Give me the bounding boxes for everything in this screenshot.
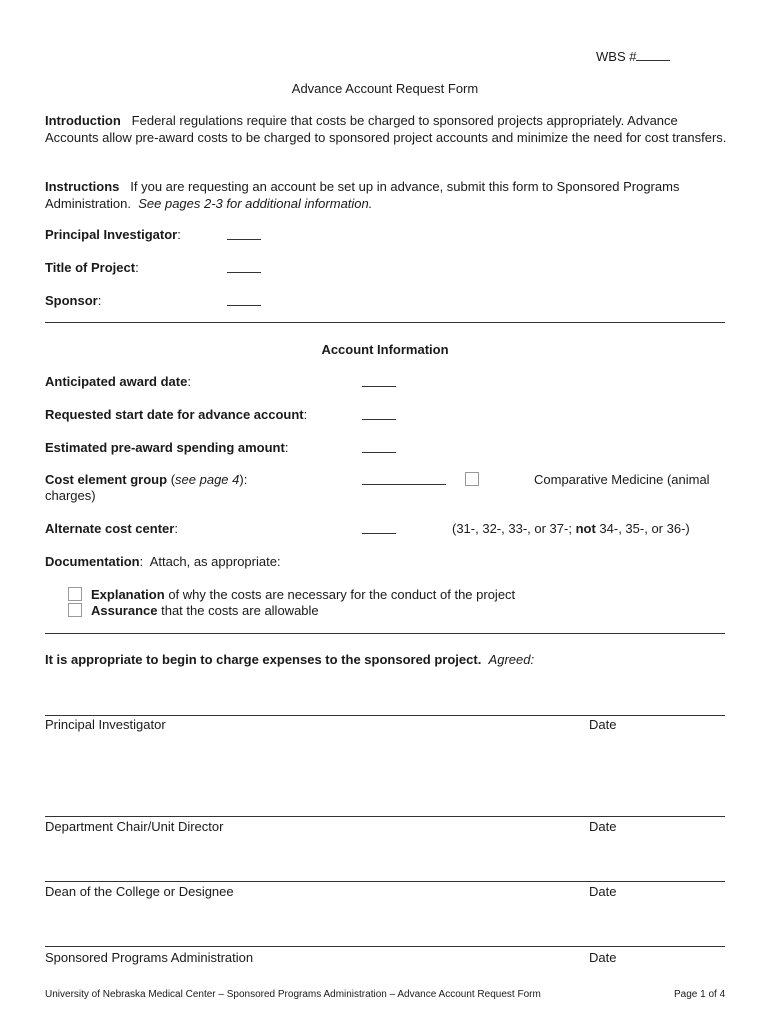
award-date-label: Anticipated award date <box>45 374 188 389</box>
date-label-dean: Date <box>589 884 617 899</box>
explanation-item <box>91 587 515 603</box>
date-label-chair: Date <box>589 819 617 834</box>
signature-label-spa: Sponsored Programs Administration <box>45 950 254 965</box>
agreement-statement <box>45 652 534 668</box>
account-info-heading: Account Information <box>321 342 449 357</box>
spending-field[interactable] <box>362 440 396 457</box>
cost-group-field[interactable] <box>362 472 446 489</box>
cost-group-row: Cost element group (see page 4): <box>45 472 248 487</box>
pi-row: Principal Investigator: <box>45 227 181 242</box>
agreed-label: Agreed: <box>488 652 535 667</box>
spending-row: Estimated pre-award spending amount: <box>45 440 289 455</box>
start-date-label: Requested start date for advance account <box>45 407 304 422</box>
cost-group-cont: charges) <box>45 488 96 503</box>
start-date-field[interactable] <box>362 407 396 424</box>
signature-line-dean[interactable] <box>45 881 725 882</box>
project-title-row: Title of Project: <box>45 260 139 275</box>
project-title-field[interactable] <box>227 260 261 277</box>
sponsor-label: Sponsor <box>45 293 98 308</box>
alt-cost-note-not: not <box>575 521 596 536</box>
signature-line-spa[interactable] <box>45 946 725 947</box>
alt-cost-label: Alternate cost center <box>45 521 175 536</box>
signature-line-chair[interactable] <box>45 816 725 817</box>
assurance-item <box>91 603 319 619</box>
documentation-text: Attach, as appropriate: <box>149 554 281 569</box>
documentation-row: Documentation: Attach, as appropriate: <box>45 554 281 569</box>
pi-field[interactable] <box>227 227 261 244</box>
form-title: Advance Account Request Form <box>291 81 479 96</box>
introduction-paragraph <box>45 113 727 146</box>
agreement-text: It is appropriate to begin to charge expenses to the sponsored project. <box>45 652 482 667</box>
alt-cost-field[interactable] <box>362 521 396 538</box>
wbs-field <box>596 48 670 65</box>
divider <box>45 322 725 323</box>
cost-group-note: see page 4 <box>175 472 240 487</box>
explanation-bold: Explanation <box>91 587 165 602</box>
pi-label: Principal Investigator <box>45 227 178 242</box>
wbs-label: WBS # <box>596 49 637 64</box>
intro-text: Federal regulations require that costs be charged to sponsored projects appropriately. Advance Accounts allow pre-award costs to be charged to sponsored project accounts and minimize the need for cost transfers. <box>45 113 727 145</box>
explanation-checkbox[interactable] <box>68 587 82 601</box>
signature-label-dean: Dean of the College or Designee <box>45 884 234 899</box>
instructions-note: See pages 2-3 for additional information. <box>138 195 373 211</box>
page-number: Page 1 of 4 <box>674 989 726 1000</box>
alt-cost-note <box>452 521 690 537</box>
divider <box>45 633 725 634</box>
documentation-label: Documentation <box>45 554 140 569</box>
alt-cost-note-b: 34-, 35-, or 36-) <box>599 521 690 536</box>
explanation-text: of why the costs are necessary for the conduct of the project <box>168 587 516 602</box>
signature-label-chair: Department Chair/Unit Director <box>45 819 224 834</box>
comparative-medicine-label: Comparative Medicine (animal <box>534 472 710 487</box>
wbs-blank[interactable] <box>636 48 670 61</box>
instructions-paragraph <box>45 179 727 212</box>
sponsor-field[interactable] <box>227 293 261 310</box>
cost-group-label: Cost element group <box>45 472 168 487</box>
award-date-field[interactable] <box>362 374 396 391</box>
award-date-row: Anticipated award date: <box>45 374 191 389</box>
footer-text: University of Nebraska Medical Center – Sponsored Programs Administration – Advance Account Request Form <box>45 989 541 1000</box>
alt-cost-note-a: (31-, 32-, 33-, or 37-; <box>452 521 572 536</box>
date-label-pi: Date <box>589 717 617 732</box>
spending-label: Estimated pre-award spending amount <box>45 440 285 455</box>
assurance-checkbox[interactable] <box>68 603 82 617</box>
alt-cost-row: Alternate cost center: <box>45 521 178 536</box>
instructions-label: Instructions <box>45 179 120 194</box>
signature-label-pi: Principal Investigator <box>45 717 166 732</box>
assurance-bold: Assurance <box>91 603 158 618</box>
project-title-label: Title of Project <box>45 260 136 275</box>
signature-line-pi[interactable] <box>45 715 725 716</box>
assurance-text: that the costs are allowable <box>161 603 319 618</box>
instructions-text: If you are requesting an account be set up in advance, submit this form to Sponsored Programs Administration. <box>45 179 680 211</box>
intro-label: Introduction <box>45 113 121 128</box>
date-label-spa: Date <box>589 950 617 965</box>
comparative-medicine-checkbox[interactable] <box>465 472 479 486</box>
start-date-row: Requested start date for advance account: <box>45 407 308 422</box>
sponsor-row: Sponsor: <box>45 293 102 308</box>
